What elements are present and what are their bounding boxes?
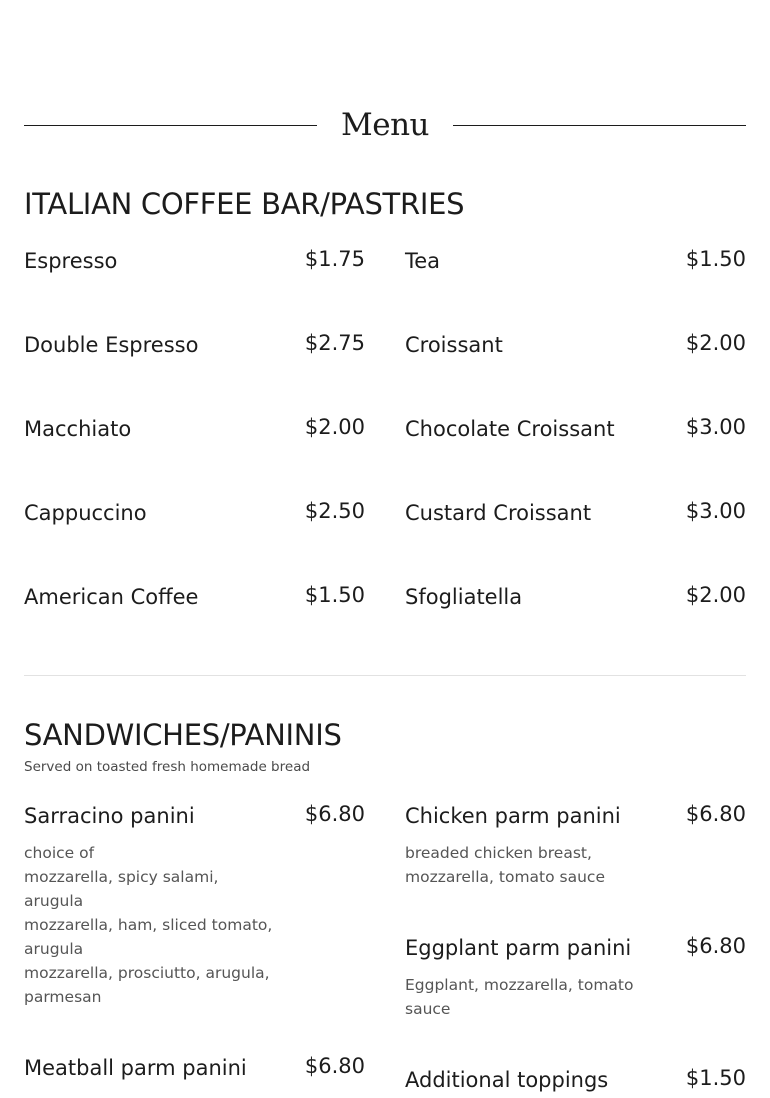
item-name: Meatball parm panini bbox=[24, 1056, 247, 1080]
item-name: Double Espresso bbox=[24, 333, 199, 357]
item-name: Espresso bbox=[24, 249, 118, 273]
item-price: $2.50 bbox=[304, 499, 365, 523]
item-name: Chicken parm panini bbox=[405, 804, 621, 828]
item-price: $1.75 bbox=[304, 247, 365, 271]
description-line: mozzarella, prosciutto, arugula, parmesan bbox=[24, 964, 270, 1006]
item-description bbox=[405, 973, 655, 1021]
section-title-sandwiches: SANDWICHES/PANINIS bbox=[24, 718, 342, 752]
item-description bbox=[405, 841, 655, 889]
item-name: Macchiato bbox=[24, 417, 132, 441]
item-name: Croissant bbox=[405, 333, 503, 357]
item-name: American Coffee bbox=[24, 585, 199, 609]
description-line: mozzarella, spicy salami, arugula bbox=[24, 868, 219, 910]
description-line: mozzarella, ham, sliced tomato, arugula bbox=[24, 916, 273, 958]
description-line: breaded chicken breast, mozzarella, tomato sauce bbox=[405, 844, 605, 886]
item-price: $3.00 bbox=[685, 415, 746, 439]
heading-rule-left bbox=[24, 125, 317, 126]
item-price: $2.75 bbox=[304, 331, 365, 355]
item-price: $3.00 bbox=[685, 499, 746, 523]
section-note: Served on toasted fresh homemade bread bbox=[24, 759, 311, 775]
item-name: Chocolate Croissant bbox=[405, 417, 615, 441]
heading-rule-right bbox=[453, 125, 746, 126]
item-price: $1.50 bbox=[685, 1066, 746, 1090]
item-name: Sarracino panini bbox=[24, 804, 195, 828]
item-name: Sfogliatella bbox=[405, 585, 523, 609]
item-price: $2.00 bbox=[685, 583, 746, 607]
item-price: $6.80 bbox=[304, 1054, 365, 1078]
item-price: $2.00 bbox=[685, 331, 746, 355]
menu-title: Menu bbox=[340, 107, 430, 143]
item-name: Additional toppings bbox=[405, 1068, 609, 1092]
description-line: Eggplant, mozzarella, tomato sauce bbox=[405, 976, 634, 1018]
item-description bbox=[24, 841, 274, 1009]
item-name: Eggplant parm panini bbox=[405, 936, 632, 960]
item-price: $6.80 bbox=[304, 802, 365, 826]
item-name: Cappuccino bbox=[24, 501, 147, 525]
item-price: $2.00 bbox=[304, 415, 365, 439]
item-name: Custard Croissant bbox=[405, 501, 592, 525]
item-price: $6.80 bbox=[685, 934, 746, 958]
section-title-coffee: ITALIAN COFFEE BAR/PASTRIES bbox=[24, 187, 465, 221]
section-divider bbox=[24, 675, 746, 676]
item-name: Tea bbox=[405, 249, 441, 273]
menu-heading bbox=[24, 105, 746, 145]
item-price: $1.50 bbox=[685, 247, 746, 271]
item-price: $6.80 bbox=[685, 802, 746, 826]
description-line: choice of bbox=[24, 844, 95, 862]
item-price: $1.50 bbox=[304, 583, 365, 607]
